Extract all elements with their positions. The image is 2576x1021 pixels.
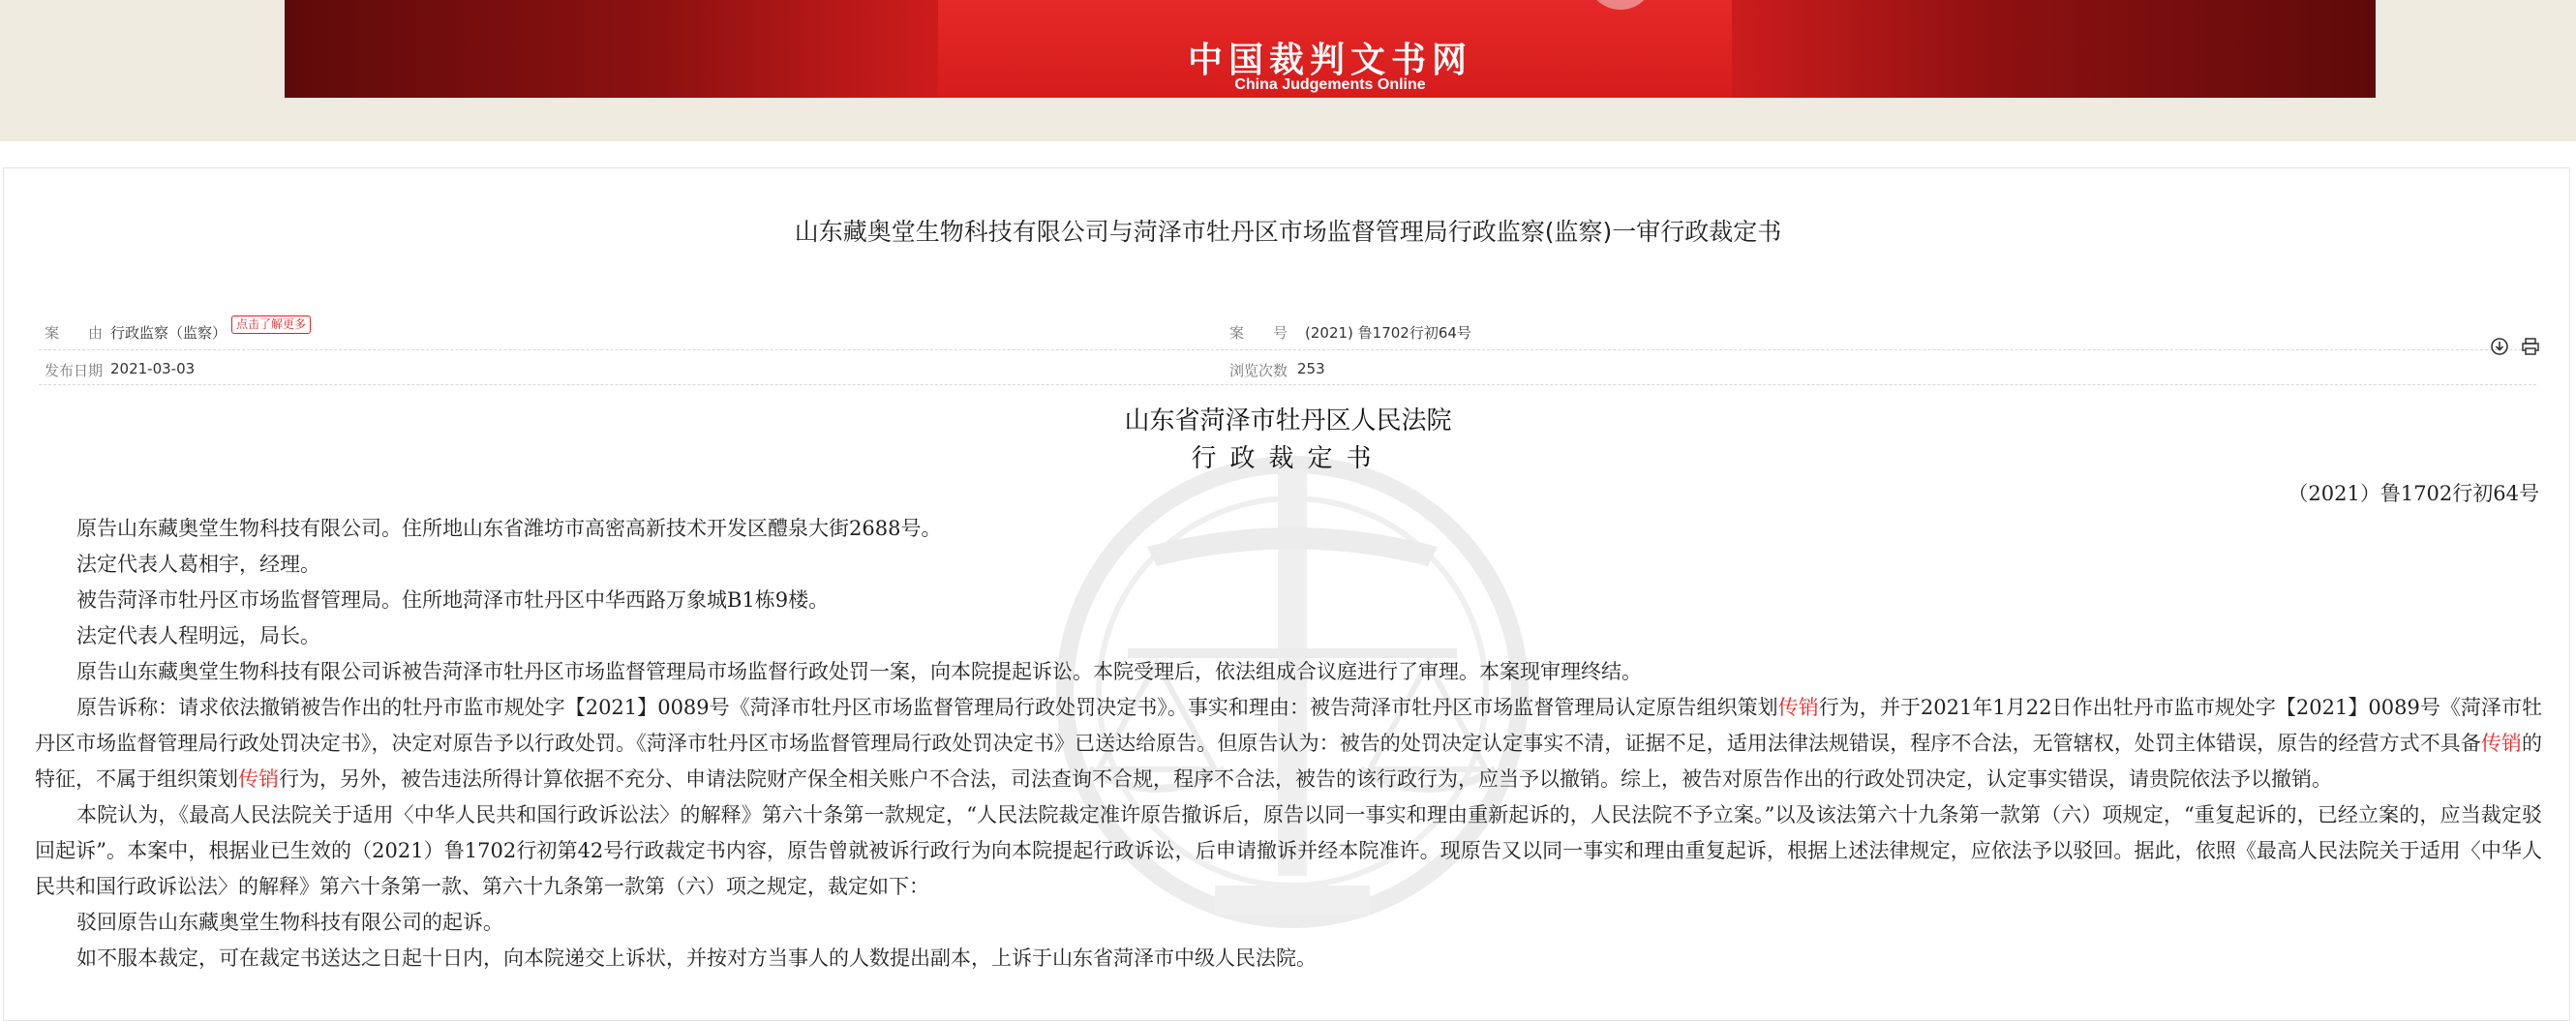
- ruling-paragraph: 驳回原告山东藏奥堂生物科技有限公司的起诉。: [76, 911, 503, 934]
- views-label: 浏览次数: [1229, 362, 1288, 379]
- meta-divider-bottom: [39, 384, 2536, 385]
- case-summary-paragraph: 原告山东藏奥堂生物科技有限公司诉被告菏泽市牡丹区市场监督管理局市场监督行政处罚一案，向本院提起诉讼。本院受理后，依法组成合议庭进行了审理。本案现审理终结。: [76, 660, 1642, 683]
- document-title: 山东藏奥堂生物科技有限公司与菏泽市牡丹区市场监督管理局行政监察(监察)一审行政裁定书: [794, 218, 1782, 246]
- views-value: 253: [1297, 360, 1325, 377]
- site-subtitle: China Judgements Online: [1234, 76, 1426, 93]
- court-name: 山东省菏泽市牡丹区人民法院: [1124, 406, 1452, 435]
- publish-date-label: 发布日期: [45, 362, 104, 379]
- learn-more-badge[interactable]: 点击了解更多: [231, 315, 311, 334]
- cause-value: 行政监察（监察）: [110, 324, 227, 342]
- document-type: 行政裁定书: [1191, 444, 1385, 473]
- appeal-notice-paragraph: 如不服本裁定，可在裁定书送达之日起十日内，向本院递交上诉状，并按对方当事人的人数提出副本，上诉于山东省菏泽市中级人民法院。: [76, 946, 1317, 970]
- plaintiff-representative-paragraph: 法定代表人葛相宇，经理。: [76, 553, 320, 576]
- case-number-label: 案 号: [1229, 324, 1288, 342]
- highlight-keyword: 传销: [1777, 696, 1819, 719]
- highlight-keyword: 传销: [2480, 732, 2522, 755]
- meta-divider: [39, 349, 2536, 350]
- site-title: 中国裁判文书网: [1187, 41, 1472, 80]
- cause-label: 案 由: [45, 324, 104, 342]
- defendant-paragraph: 被告菏泽市牡丹区市场监督管理局。住所地菏泽市牡丹区中华西路万象城B1栋9楼。: [76, 588, 830, 612]
- highlight-keyword: 传销: [238, 767, 279, 791]
- download-icon[interactable]: [2490, 337, 2509, 361]
- site-banner: [285, 0, 2376, 98]
- publish-date-value: 2021-03-03: [110, 360, 196, 377]
- defendant-representative-paragraph: 法定代表人程明远，局长。: [76, 624, 320, 647]
- plaintiff-paragraph: 原告山东藏奥堂生物科技有限公司。住所地山东省潍坊市高密高新技术开发区醴泉大街2688号。: [76, 517, 942, 540]
- document-toolbar: [2490, 337, 2546, 361]
- print-icon[interactable]: [2521, 337, 2540, 361]
- case-number-value: (2021) 鲁1702行初64号: [1305, 324, 1471, 342]
- court-opinion-paragraph: 本院认为，《最高人民法院关于适用〈中华人民共和国行政诉讼法〉的解释》第六十条第一款规定，“人民法院裁定准许原告撤诉后，原告以同一事实和理由重新起诉的，人民法院不予立案。”以及该法第六十九条第一款第（六）项规定，“重复起诉的，已经立案的，应当裁定驳回起诉”。本案中，根据业已生效的（2021）鲁1702行初第42号行政裁定书内容，原告曾就被诉行政行为向本院提起行政诉讼，后申请撤诉并经本院准许。现原告又以同一事实和理由重复起诉，根据上述法律规定，应依法予以驳回。据此，依照《最高人民法院关于适用〈中华人民共和国行政诉讼法〉的解释》第六十条第一款、第六十九条第一款第（六）项之规定，裁定如下：: [35, 803, 2542, 898]
- document-case-number: （2021）鲁1702行初64号: [2288, 482, 2539, 505]
- judgment-body: [35, 511, 2542, 976]
- plaintiff-claim-paragraph: 原告诉称：请求依法撤销被告作出的牡丹市监市规处字【2021】0089号《菏泽市牡丹区市场监督管理局行政处罚决定书》。事实和理由：被告菏泽市牡丹区市场监督管理局认定原告组织策划传销行为，并于2021年1月22日作出牡丹市监市规处字【2021】0089号《菏泽市牡丹区市场监督管理局行政处罚决定书》，决定对原告予以行政处罚。《菏泽市牡丹区市场监督管理局行政处罚决定书》已送达给原告。但原告认为：被告的处罚决定认定事实不清，证据不足，适用法律法规错误，程序不合法，无管辖权，处罚主体错误，原告的经营方式不具备传销的特征，不属于组织策划传销行为，另外，被告违法所得计算依据不充分、申请法院财产保全相关账户不合法，司法查询不合规，程序不合法，被告的该行政行为，应当予以撤销。综上，被告对原告作出的行政处罚决定，认定事实错误，请贵院依法予以撤销。: [35, 696, 2542, 791]
